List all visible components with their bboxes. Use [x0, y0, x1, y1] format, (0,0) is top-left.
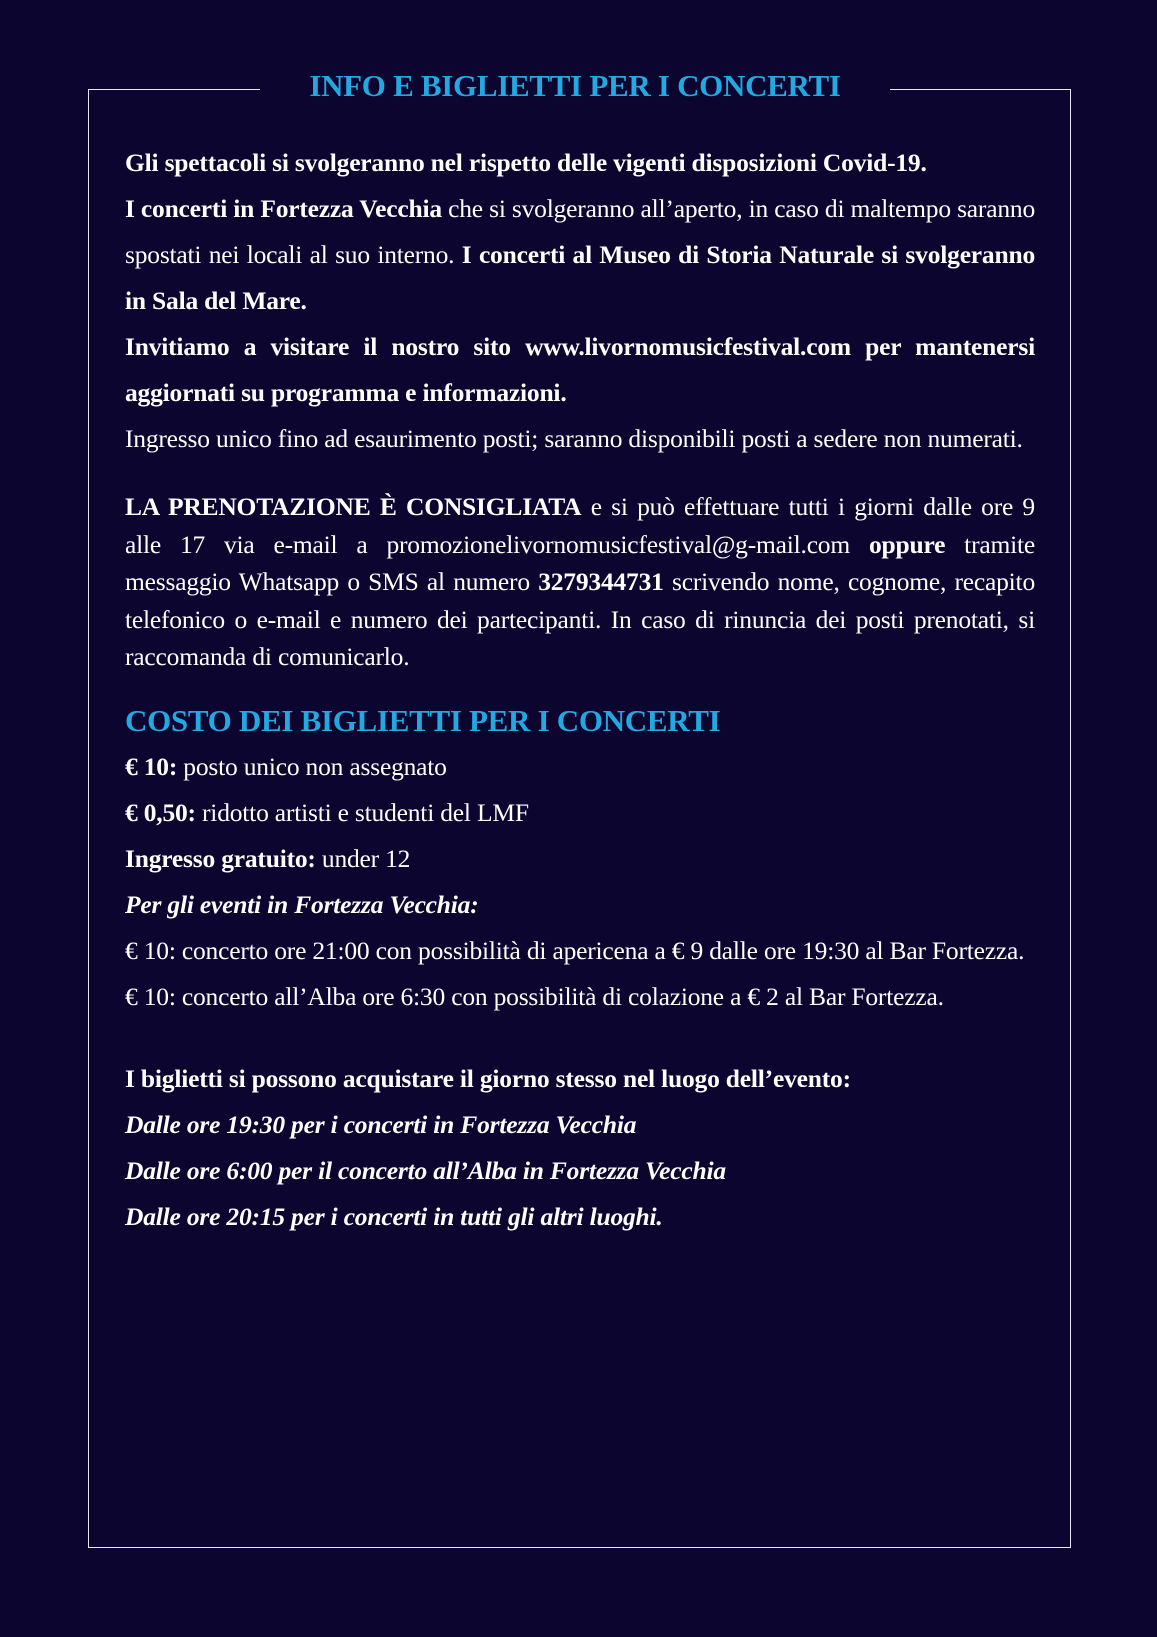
price-label: € 10:	[125, 751, 178, 781]
sales-time-text: Dalle ore 20:15 per i concerti in tutti gli altri luoghi.	[125, 1201, 663, 1231]
website-info	[125, 324, 1035, 416]
sales-time-text: Dalle ore 6:00 per il concerto all’Alba in Fortezza Vecchia	[125, 1155, 726, 1185]
sales-time-text: Dalle ore 19:30 per i concerti in Fortezza Vecchia	[125, 1109, 637, 1139]
price-text: under 12	[315, 843, 411, 873]
prices-heading: COSTO DEI BIGLIETTI PER I CONCERTI	[125, 702, 721, 738]
venue-info	[125, 186, 1035, 324]
sales-time	[125, 1194, 1035, 1240]
booking-bold: LA PRENOTAZIONE È CONSIGLIATA	[125, 492, 582, 521]
price-text: ridotto artisti e studenti del LMF	[195, 797, 529, 827]
booking-phone: 3279344731	[538, 567, 664, 596]
sales-time	[125, 1148, 1035, 1194]
booking-text2: tramite messaggio Whatsapp o SMS al numero	[125, 529, 1035, 596]
sales-heading-text: I biglietti si possono acquistare il giorno stesso nel luogo dell’evento:	[125, 1063, 851, 1093]
sales-time	[125, 1102, 1035, 1148]
price-text: posto unico non assegnato	[177, 751, 447, 781]
price-item	[125, 836, 1035, 882]
fortezza-price: € 10: concerto ore 21:00 con possibilità di apericena a € 9 dalle ore 19:30 al Bar Fortezza.	[125, 935, 1025, 965]
booking-info	[125, 488, 1035, 676]
website-text: Invitiamo a visitare il nostro sito www.livornomusicfestival.com per mantenersi aggiornati su programma e informazioni.	[125, 332, 1035, 407]
price-label: Ingresso gratuito:	[125, 843, 316, 873]
museo-bold: I concerti al Museo di Storia Naturale si svolgeranno in Sala del Mare.	[125, 240, 1035, 315]
fortezza-heading-text: Per gli eventi in Fortezza Vecchia:	[125, 889, 479, 919]
price-item	[125, 744, 1035, 790]
covid-notice	[125, 140, 1035, 186]
booking-text3: scrivendo nome, cognome, recapito telefonico o e-mail e numero dei partecipanti. In caso di rinuncia dei posti prenotati, si raccomanda di comunicarlo.	[125, 567, 1035, 671]
sales-heading	[125, 1056, 1035, 1102]
entry-info: Ingresso unico fino ad esaurimento posti; saranno disponibili posti a sedere non numerati.	[125, 424, 1023, 453]
booking-oppure: oppure	[868, 529, 946, 559]
fortezza-text: che si svolgeranno all’aperto, in caso di maltempo saranno spostati nei locali al suo interno.	[125, 194, 1035, 269]
price-item	[125, 790, 1035, 836]
price-label: € 0,50:	[125, 797, 196, 827]
fortezza-bold: I concerti in Fortezza Vecchia	[125, 194, 442, 223]
fortezza-price: € 10: concerto all’Alba ore 6:30 con possibilità di colazione a € 2 al Bar Fortezza.	[125, 981, 944, 1011]
covid-text: Gli spettacoli si svolgeranno nel rispetto delle vigenti disposizioni Covid-19.	[125, 148, 927, 177]
booking-text1: e si può effettuare tutti i giorni dalle ore 9 alle 17 via e-mail a promozionelivornomusicfestival@g-mail.com	[125, 492, 1035, 559]
content	[125, 140, 1035, 1240]
fortezza-heading	[125, 882, 1035, 928]
page-title: INFO E BIGLIETTI PER I CONCERTI	[260, 68, 890, 104]
